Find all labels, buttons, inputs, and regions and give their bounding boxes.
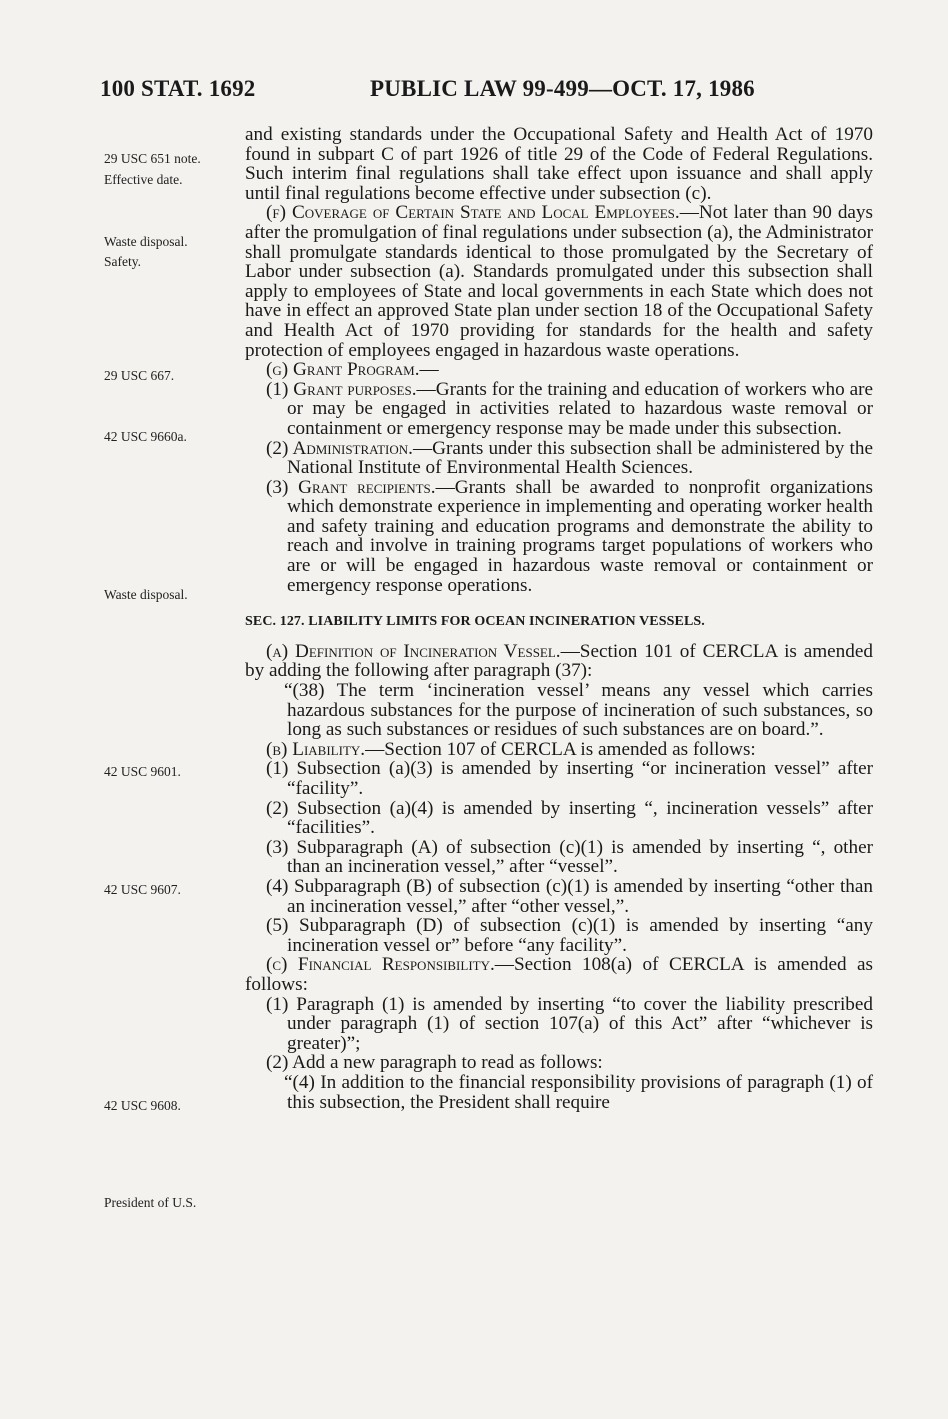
subsection-c <box>245 955 873 994</box>
paragraph-g2 <box>245 439 873 478</box>
paragraph-g3 <box>245 478 873 596</box>
margin-note: 29 USC 651 note. <box>104 151 201 166</box>
subsection-c-heading: (c) Financial Responsibility. <box>266 954 495 976</box>
paragraph-c1: (1) Paragraph (1) is amended by inserting “to cover the liability prescribed under paragraph (1) of section 107(a) of this Act” after “whichever is greater)”; <box>266 993 873 1054</box>
subsection-a-heading: (a) Definition of Incineration Vessel. <box>266 640 561 662</box>
subsection-g-heading: (g) Grant Program. <box>266 359 420 381</box>
margin-note: President of U.S. <box>104 1195 197 1210</box>
subsection-g <box>245 360 873 380</box>
subsection-b-text: —Section 107 of CERCLA is amended as follows: <box>365 738 756 760</box>
paragraph-continued: and existing standards under the Occupational Safety and Health Act of 1970 found in subpart C of part 1926 of title 29 of the Code of Federal Regulations. Such interim final regulations shall take effect upon issuance and shall apply until final regulations become effective under subsection (c). <box>245 124 873 204</box>
margin-note: 42 USC 9608. <box>104 1098 181 1113</box>
paragraph-g1 <box>245 380 873 439</box>
margin-note: 42 USC 9660a. <box>104 429 187 444</box>
margin-note: 29 USC 667. <box>104 368 175 383</box>
page-law-header: PUBLIC LAW 99-499—OCT. 17, 1986 <box>370 76 755 101</box>
paragraph-g1-heading: (1) Grant purposes. <box>266 378 417 400</box>
paragraph-g2-text: —Grants under this subsection shall be administered by the National Institute of Environmental Health Sciences. <box>287 437 873 479</box>
subsection-c-text: —Section 108(a) of CERCLA is amended as follows: <box>245 954 873 995</box>
paragraph-g1-text: —Grants for the training and education of workers who are or may be engaged in activities related to hazardous waste removal or containment or emergency response may be made under this subsection. <box>287 378 873 439</box>
subsection-f <box>245 203 873 360</box>
margin-note: Effective date. <box>104 172 183 187</box>
subsection-a <box>245 642 873 681</box>
subsection-b-heading: (b) Liability. <box>266 738 366 760</box>
margin-note: Waste disposal. <box>104 234 188 249</box>
subsection-f-heading: (f) Coverage of Certain State and Local Employees. <box>266 202 680 224</box>
margin-note: Waste disposal. <box>104 587 188 602</box>
paragraph-g3-heading: (3) Grant recipients. <box>266 476 436 498</box>
subsection-f-text: —Not later than 90 days after the promulgation of final regulations under subsection (a), the Administrator shall promulgate standards identical to those promulgated by the Secretary of Labor under subsection (a). Standards promulgated under this subsection shall apply to employees of State and local governments in each State which does not have in effect an approved State plan under section 18 of the Occupational Safety and Health Act of 1970 providing for standards for the health and safety protection of employees engaged in hazardous waste operations. <box>245 202 873 361</box>
margin-note: Safety. <box>104 254 141 269</box>
subsection-b <box>245 740 873 760</box>
section-127-heading: SEC. 127. LIABILITY LIMITS FOR OCEAN INCINERATION VESSELS. <box>245 614 705 630</box>
paragraph-c2: (2) Add a new paragraph to read as follows: <box>266 1052 603 1074</box>
paragraph-b1: (1) Subsection (a)(3) is amended by inserting “or incineration vessel” after “facility”. <box>266 758 873 799</box>
quoted-definition-38: “(38) The term ‘incineration vessel’ means any vessel which carries hazardous substances for the purpose of incineration of such substances, so long as such substances or residues of such substances are on board.”. <box>284 680 873 741</box>
subsection-a-text: —Section 101 of CERCLA is amended by adding the following after paragraph (37): <box>245 640 873 682</box>
margin-note: 42 USC 9601. <box>104 764 181 779</box>
paragraph-b4: (4) Subparagraph (B) of subsection (c)(1) is amended by inserting “other than an incineration vessel,” after “other vessel,”. <box>266 875 873 917</box>
subsection-g-dash: — <box>419 359 439 381</box>
paragraph-b2: (2) Subsection (a)(4) is amended by inserting “, incineration vessels” after “facilities”. <box>266 797 873 839</box>
statute-body <box>245 125 873 1112</box>
paragraph-b3: (3) Subparagraph (A) of subsection (c)(1) is amended by inserting “, other than an incineration vessel,” after “vessel”. <box>266 836 873 878</box>
page-stat-citation: 100 STAT. 1692 <box>100 76 256 101</box>
paragraph-g3-text: —Grants shall be awarded to nonprofit organizations which demonstrate experience in implementing and operating worker health and safety training and education programs and demonstrate the ability to reach and involve in training programs target populations of workers who are or will be engaged in hazardous waste removal or containment or emergency response operations. <box>287 476 873 596</box>
margin-note: 42 USC 9607. <box>104 882 181 897</box>
paragraph-b5: (5) Subparagraph (D) of subsection (c)(1) is amended by inserting “any incineration vessel or” before “any facility”. <box>266 915 873 956</box>
paragraph-g2-heading: (2) Administration. <box>266 437 413 459</box>
quoted-paragraph-4: “(4) In addition to the financial responsibility provisions of paragraph (1) of this subsection, the President shall require <box>284 1071 873 1113</box>
